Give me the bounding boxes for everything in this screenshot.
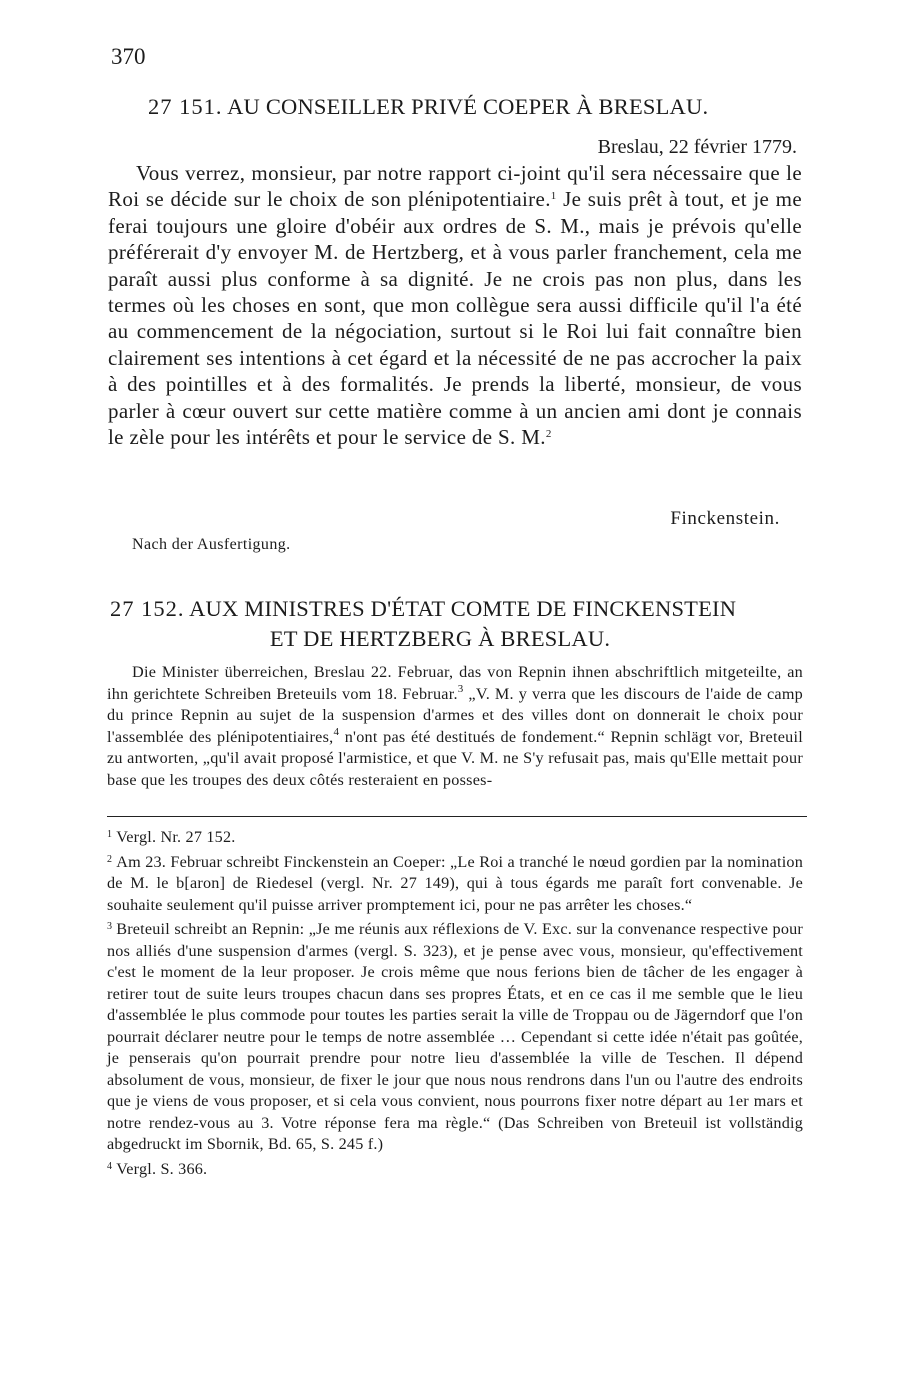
summary-text-cont: „V. M. y verra que les discours de l'aide de camp du prince Repnin au sujet de la suspension d'armes et des villes dont on donnerait le choix pour l'assemblée des plénipotentiaires,	[107, 684, 804, 746]
signature: Finckenstein.	[670, 508, 780, 529]
footnote-divider	[107, 816, 807, 817]
letter-heading-27151	[148, 92, 848, 122]
letter-number: 27 152.	[110, 596, 185, 621]
footnote	[107, 849, 803, 917]
footnote-text: Vergl. S. 366.	[116, 1159, 208, 1178]
letter-title-line1: AUX MINISTRES D'ÉTAT COMTE DE FINCKENSTEIN	[189, 596, 737, 621]
letter-heading-27152	[110, 594, 810, 654]
footnote	[107, 824, 803, 849]
footnote-mark: 2	[107, 853, 113, 865]
footnote-ref-3: 3	[457, 682, 464, 695]
footnote-ref-1: 1	[550, 190, 557, 203]
footnote-text: Breteuil schreibt an Repnin: „Je me réunis aux réflexions de V. Exc. sur la convenance respective pour nos alliés d'une suspension d'armes (vergl. S. 323), et je pense avec vous, monsieur, qu'effectivement c'est le moment de la leur proposer. Je crois même que nous ferions bien de tâcher de les engager à retirer tout de suite leurs troupes chacun dans ses propres États, et en ce cas il me semble que le lieu d'assemblée le plus commode pour toutes les parties serait la ville de Troppau ou de Jägerndorf que l'on pourrait déclarer neutre pour le temps de notre assemblée … Cependant si cette idée n'était pas goûtée, je penserais qu'on pourrait prendre pour notre lieu d'assemblée la ville de Teschen. Il dépend absolument de vous, monsieur, de fixer le jour que nous nous rendrons dans l'un ou l'autre des endroits que je viens de vous proposer, et si cela vous convient, nous pourrons fixer notre départ au 1er mars et notre rendez-vous au 3. Votre réponse fera ma règle.“ (Das Schreiben von Breteuil ist vollständig abgedruckt im Sbornik, Bd. 65, S. 245 f.)	[107, 920, 803, 1153]
footnote-mark: 4	[107, 1160, 113, 1172]
summary-text: Die Minister überreichen, Breslau 22. Februar, das von Repnin ihnen abschriftlich mitgeteilte, an ihn gerichtete Schreiben Breteuils vom 18. Februar.	[107, 663, 803, 703]
footnote-mark: 1	[107, 829, 113, 840]
source-note: Nach der Ausfertigung.	[132, 536, 291, 553]
page-number: 370	[111, 44, 146, 69]
dateline: Breslau, 22 février 1779.	[597, 136, 797, 158]
footnote-mark: 3	[107, 921, 113, 932]
footnote	[107, 916, 803, 1156]
footnote-ref-4: 4	[333, 725, 340, 738]
footnote-text: Vergl. Nr. 27 152.	[116, 828, 236, 846]
letter-number: 27 151.	[148, 94, 223, 119]
footnote-ref-2: 2	[545, 428, 552, 441]
footnotes	[107, 824, 803, 1180]
letter-body-text: Vous verrez, monsieur, par notre rapport ci-joint qu'il sera nécessaire que le Roi se décide sur le choix de son plénipotentiaire.	[108, 161, 802, 212]
summary-paragraph	[107, 662, 803, 792]
letter-title-line2: ET DE HERTZBERG À BRESLAU.	[269, 626, 611, 651]
letter-title: AU CONSEILLER PRIVÉ COEPER À BRESLAU.	[227, 94, 709, 119]
letter-body-text-cont: Je suis prêt à tout, et je me ferai toujours une gloire d'obéir aux ordres de S. M., mais je prévois qu'elle préférerait d'y envoyer M. de Hertzberg, et à vous parler franchement, cela me paraît aussi plus conforme à sa dignité. Je ne crois pas non plus, dans les termes où les choses en sont, que mon collègue sera aussi difficile qu'il l'a été au commencement de la négociation, surtout si le Roi lui fait connaître bien clairement ses intentions à cet égard et la nécessité de ne pas accrocher la paix à des pointilles et à des formalités. Je prends la liberté, monsieur, de vous parler à cœur ouvert sur cette matière comme à un ancien ami dont je connais le zèle pour les intérêts et pour le service de S. M.	[108, 187, 802, 450]
footnote-text: Am 23. Februar schreibt Finckenstein an Coeper: „Le Roi a tranché le nœud gordien par la nomination de M. le b[aron] de Riedesel (vergl. Nr. 27 149), qui à tous égards me paraît fort convenable. Je souhaite seulement qu'il puisse arriver promptement ici, pour ne pas arrêter les choses.“	[107, 852, 803, 914]
footnote	[107, 1156, 803, 1181]
letter-body	[108, 160, 802, 450]
summary-text-end: n'ont pas été destitués de fondement.“ Repnin schlägt vor, Breteuil zu antworten, „qu'il avait proposé l'armistice, et que V. M. ne S'y refusait pas, mais qu'Elle mettait pour base que les troupes des deux côtés resteraient en posses-	[107, 727, 803, 789]
